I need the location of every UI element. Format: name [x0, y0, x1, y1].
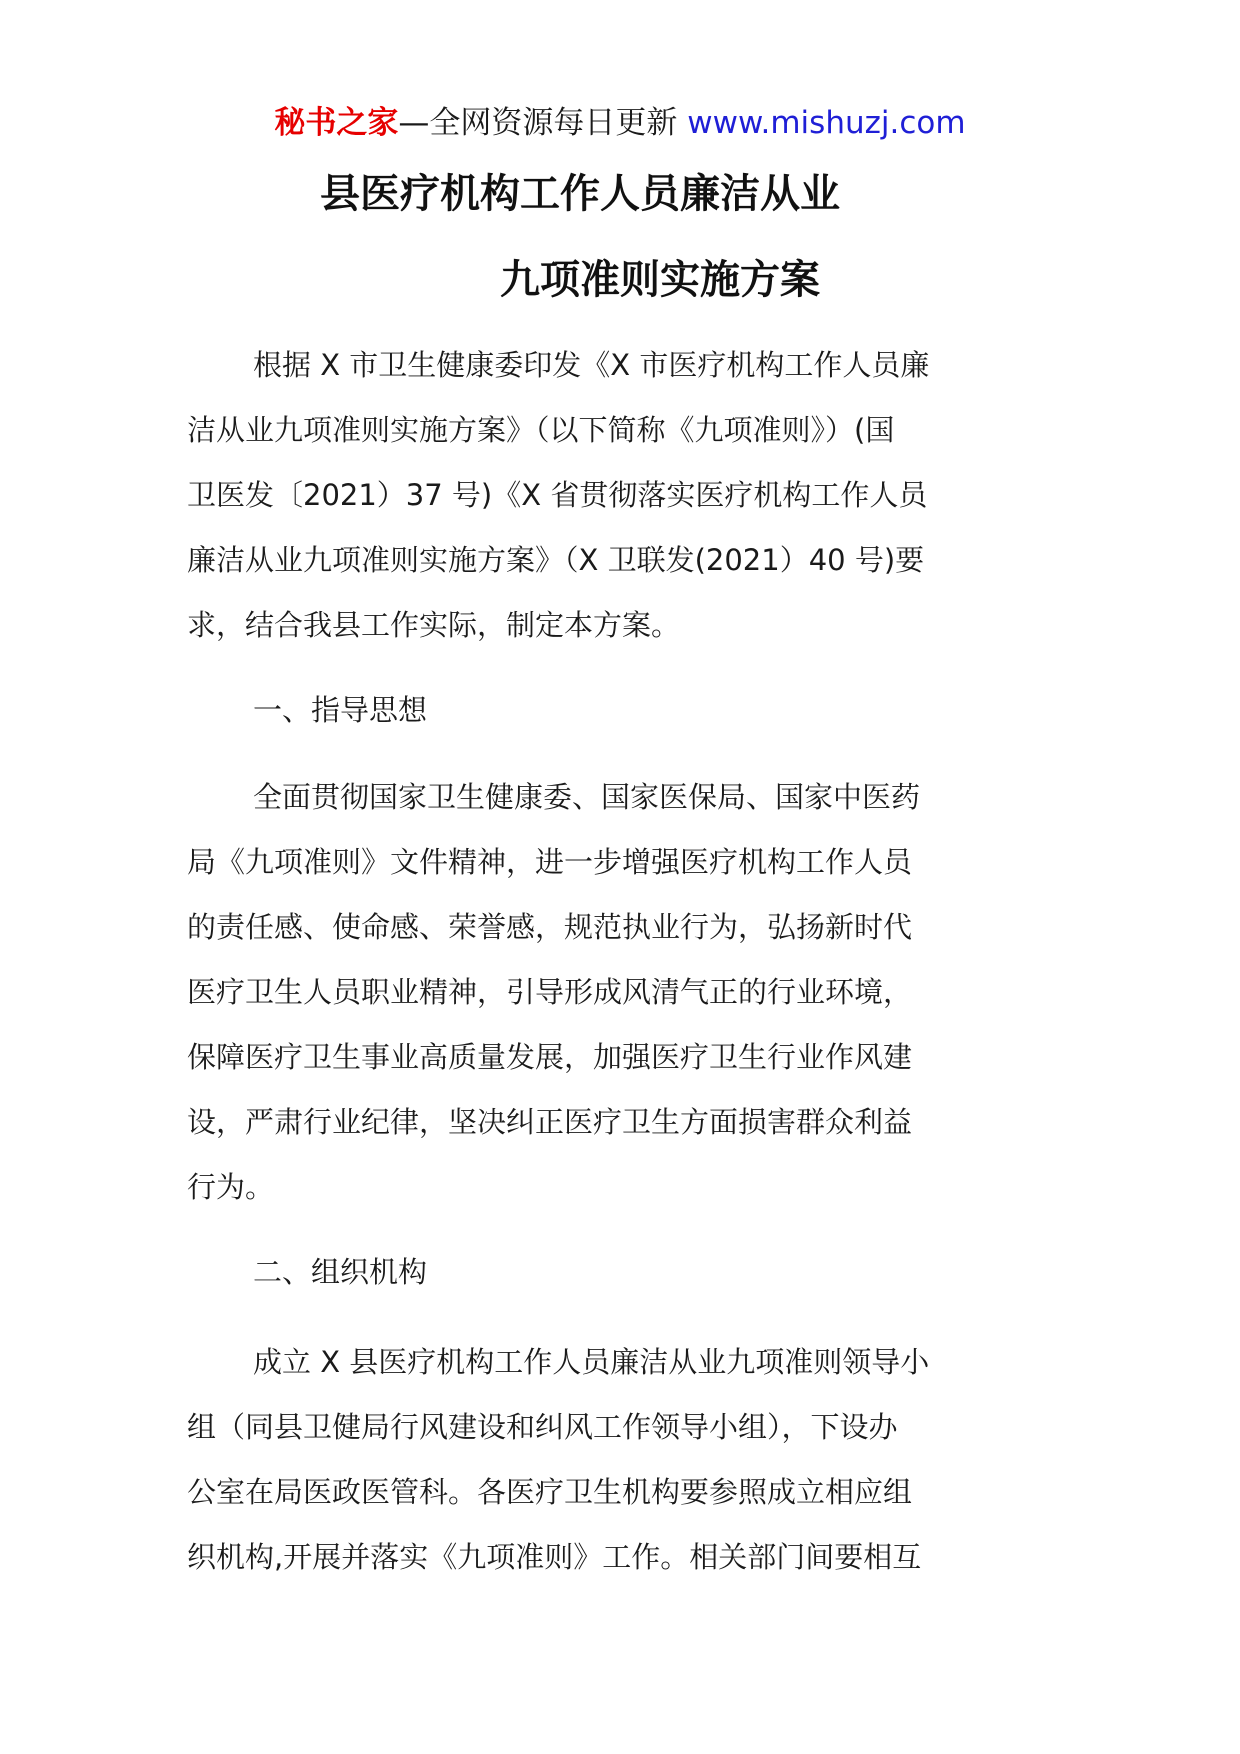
- paragraph-line: 根据 X 市卫生健康委印发《X 市医疗机构工作人员廉: [253, 348, 930, 382]
- section-heading-text: 二、组织机构: [253, 1255, 428, 1289]
- section-heading-text: 一、指导思想: [253, 693, 428, 727]
- paragraph-line: 织机构,开展并落实《九项准则》工作。相关部门间要相互: [187, 1540, 922, 1574]
- paragraph-organization: [187, 1330, 1053, 1590]
- paragraph-line: 局《九项准则》文件精神，进一步增强医疗机构工作人员: [187, 845, 913, 879]
- paragraph-guiding-ideology: [187, 765, 1053, 1220]
- paragraph-line: 全面贯彻国家卫生健康委、国家医保局、国家中医药: [253, 780, 921, 814]
- paragraph-line: 卫医发〔2021）37 号)《X 省贯彻落实医疗机构工作人员: [187, 478, 928, 512]
- section-heading-guiding-ideology: [187, 678, 1053, 743]
- paragraph-line: 医疗卫生人员职业精神，引导形成风清气正的行业环境，: [187, 975, 913, 1009]
- paragraph-line: 廉洁从业九项准则实施方案》（X 卫联发(2021）40 号)要: [187, 543, 925, 577]
- paragraph-line: 公室在局医政医管科。各医疗卫生机构要参照成立相应组: [187, 1475, 913, 1509]
- paragraph-intro: [187, 333, 1053, 658]
- site-name: 秘书之家: [274, 105, 399, 141]
- paragraph-line: 洁从业九项准则实施方案》（以下简称《九项准则》）(国: [187, 413, 895, 447]
- site-header: [0, 101, 1240, 145]
- site-url-link[interactable]: www.mishuzj.com: [687, 105, 966, 141]
- document-title-line-1: 县医疗机构工作人员廉洁从业: [320, 171, 840, 217]
- section-heading-organization: [187, 1240, 1053, 1305]
- paragraph-line: 成立 X 县医疗机构工作人员廉洁从业九项准则领导小: [253, 1345, 930, 1379]
- site-tagline: —全网资源每日更新: [398, 105, 688, 141]
- paragraph-line: 组（同县卫健局行风建设和纠风工作领导小组），下设办: [187, 1410, 898, 1444]
- paragraph-line: 设，严肃行业纪律，坚决纠正医疗卫生方面损害群众利益: [187, 1105, 913, 1139]
- paragraph-line: 的责任感、使命感、荣誉感，规范执业行为，弘扬新时代: [187, 910, 913, 944]
- paragraph-line: 求，结合我县工作实际，制定本方案。: [187, 608, 681, 642]
- paragraph-line: 保障医疗卫生事业高质量发展，加强医疗卫生行业作风建: [187, 1040, 913, 1074]
- paragraph-line: 行为。: [187, 1170, 275, 1204]
- document-title-line-2: 九项准则实施方案: [500, 257, 820, 303]
